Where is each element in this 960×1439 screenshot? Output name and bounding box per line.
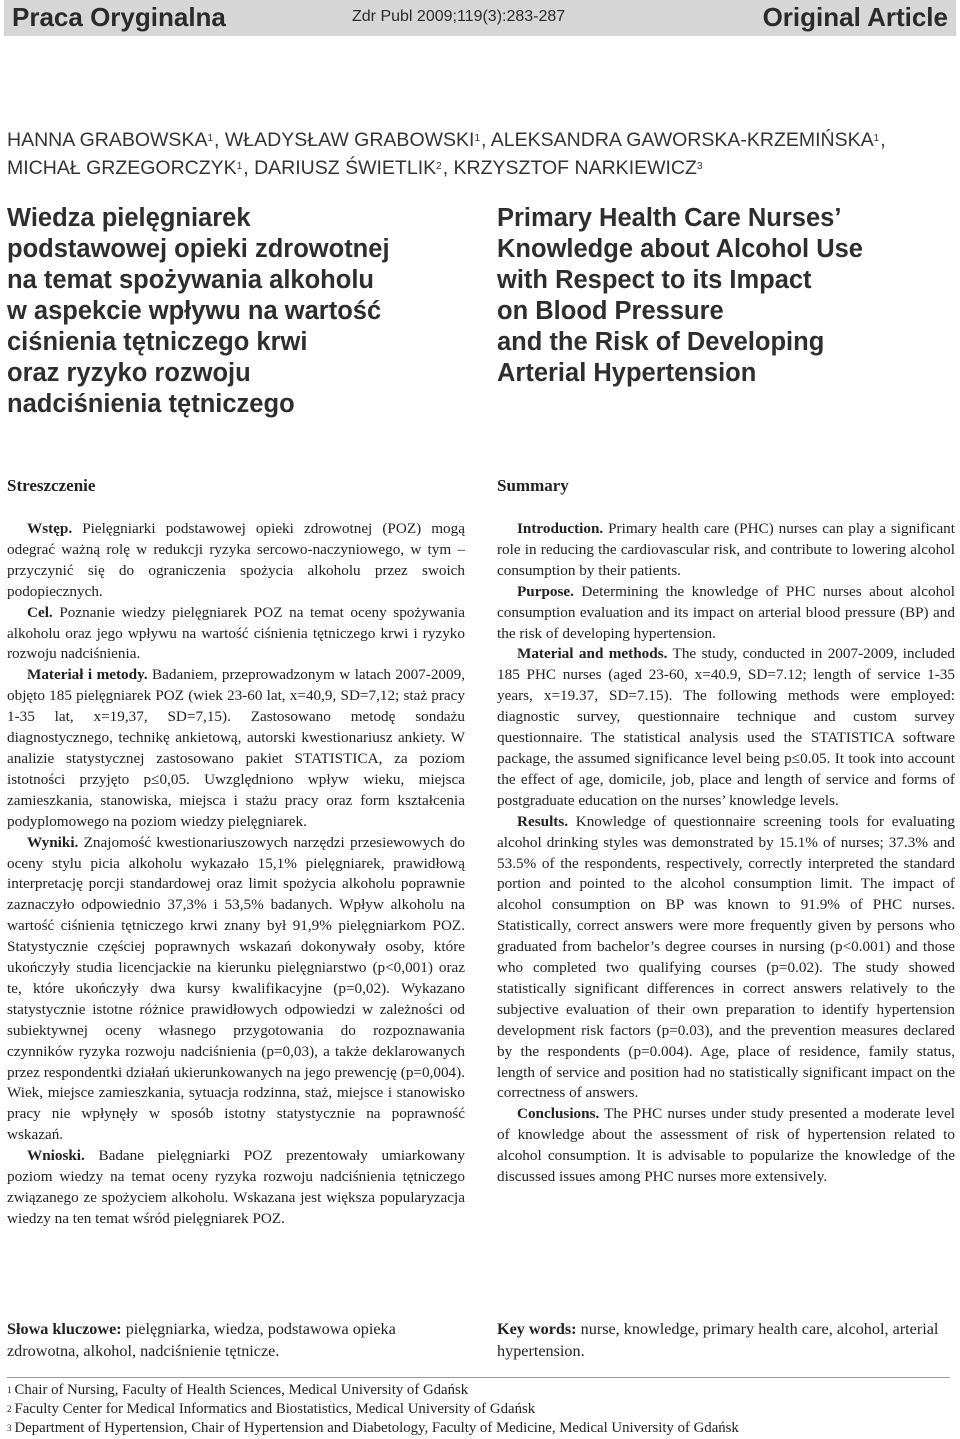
- footnote-divider: [7, 1377, 950, 1378]
- article-title-pl: [7, 203, 467, 420]
- title-line: podstawowej opieki zdrowotnej: [7, 235, 390, 263]
- abstract-paragraph: [497, 812, 955, 1105]
- abstract-paragraph: [497, 519, 955, 582]
- footnote-marker: 2: [7, 1404, 12, 1414]
- keywords-label: Słowa kluczowe:: [7, 1320, 122, 1338]
- footnote-text: Faculty Center for Medical Informatics and Biostatistics, Medical University of Gdańsk: [14, 1401, 536, 1417]
- paragraph-label: Material and methods.: [517, 645, 668, 663]
- paragraph-label: Cel.: [27, 603, 53, 621]
- affiliation-footnotes: [7, 1381, 953, 1438]
- footnote: [7, 1381, 953, 1400]
- author-list: [7, 126, 953, 182]
- paragraph-text: Knowledge of questionnaire screening tools for evaluating alcohol drinking styles was demonstrated by 15.1% of nurses; 37.3% and 53.5% of the respondents, respectively, correctly interpreted the standard portion and pointed to the alcohol consumption limit. The impact of alcohol consumption on BP was known to 91.9% of PHC nurses. Statistically, correct answers were more frequently given by persons who graduated from bachelor’s degree courses in nursing (p<0.001) and those who completed two qualifying courses (p=0.02). The study showed statistically significant differences in correct answers relatively to the subjective evaluation of their own preparation to identify hypertension development risk factors (p=0.03), and the prevention measures declared by the respondents (p=0.004). Age, place of residence, family status, length of service and position had no statistically significant impact on the correctness of answers.: [497, 812, 955, 1102]
- title-line: and the Risk of Developing: [497, 328, 825, 356]
- paragraph-label: Results.: [517, 812, 569, 830]
- abstract-heading-pl: Streszczenie: [7, 476, 96, 495]
- author-name: WŁADYSŁAW GRABOWSKI: [224, 129, 475, 151]
- title-line: on Blood Pressure: [497, 297, 724, 325]
- author-separator: ,: [243, 157, 255, 179]
- author-separator: ,: [880, 129, 886, 151]
- paragraph-label: Wnioski.: [27, 1147, 85, 1165]
- affiliation-marker: 1: [873, 133, 880, 144]
- paragraph-text: Poznanie wiedzy pielęgniarek POZ na temat oceny spożywania alkoholu oraz jego wpływu na wartość ciśnienia tętniczego krwi i ryzyko rozwoju nadciśnienia.: [7, 603, 465, 663]
- article-type-en: Original Article: [762, 2, 948, 32]
- author-line-2: [7, 154, 953, 182]
- title-line: w aspekcie wpływu na wartość: [7, 297, 382, 325]
- abstract-heading-en: Summary: [497, 476, 569, 495]
- author-separator: ,: [481, 129, 491, 151]
- footnote-marker: 3: [7, 1423, 12, 1433]
- journal-header-bar: [4, 0, 956, 36]
- paragraph-label: Wstęp.: [27, 520, 73, 537]
- author-name: HANNA GRABOWSKA: [7, 129, 208, 151]
- abstract-paragraph: [497, 582, 955, 645]
- keywords-pl: [7, 1318, 465, 1362]
- footnote-text: Chair of Nursing, Faculty of Health Sciences, Medical University of Gdańsk: [14, 1382, 469, 1398]
- abstract-body-en: [497, 519, 955, 1188]
- footnote-marker: 1: [7, 1385, 12, 1395]
- footnote: [7, 1419, 953, 1438]
- author-name: KRZYSZTOF NARKIEWICZ: [453, 157, 697, 179]
- abstract-paragraph: [497, 644, 955, 811]
- paragraph-text: The PHC nurses under study presented a moderate level of knowledge about the assessment of risk of hypertension related to alcohol consumption. It is advisable to popularize the knowledge of the discussed issues among PHC nurses more extensively.: [497, 1105, 955, 1186]
- title-line: na temat spożywania alkoholu: [7, 266, 374, 294]
- paragraph-text: The study, conducted in 2007-2009, included 185 PHC nurses (aged 23-60, x=40.9, SD=7.12; length of service 1-35 years, x=19.37, SD=7.15). The following methods were employed: diagnostic survey, questionnaire technique and custom survey questionnaire. The statistical analysis used the STATISTICA software package, the assumed significance level being p≤0.05. It took into account the effect of age, domicile, job, place and length of service and forms of postgraduate education on the nurses’ knowledge levels.: [497, 645, 955, 809]
- paragraph-text: Badaniem, przeprowadzonym w latach 2007-2009, objęto 185 pielęgniarek POZ (wiek 23-60 lat, x=40,9, SD=7,12; staż pracy 1-35 lat, x=19,37, SD=7,15). Zastosowano metodę sondażu diagnostycznego, technikę ankietową, autorski kwestionariusz ankiety. W analizie statystycznej zastosowano pakiet STATISTICA, za poziom istotności przyjęto p≤0,05. Uwzględniono wpływ wieku, miejsca zamieszkania, stanowiska, miejsca i stażu pracy oraz form kształcenia podyplomowego na poziom wiedzy pielęgniarek.: [7, 666, 465, 830]
- paragraph-text: Znajomość kwestionariuszowych narzędzi przesiewowych do oceny stylu picia alkoholu wykazało 15,1% pielęgniarek, prawidłową interpretację porcji standardowej oraz limit spożycia alkoholu poprawnie zaznaczyło odpowiednio 37,3% i 53,5% badanych. Wpływ alkoholu na wartość ciśnienia tętniczego krwi znany był 91,9% pielęgniarkom POZ. Statystycznie częściej poprawnych wskazań dokonywały osoby, które ukończyły studia licencjackie na kierunku pielęgniarstwo (p<0,001) oraz te, które ukończyły dwa kursy kwalifikacyjne (p=0,02). Wykazano statystycznie istotne różnice prawidłowych odpowiedzi w zależności od subiektywnej oceny własnego przygotowania do rozpoznawania czynników ryzyka rozwoju nadciśnienia (p=0,03), a także deklarowanych przez respondentki działań ukierunkowanych na jego prewencję (p=0,004). Wiek, miejsce zamieszkania, sytuacja rodzinna, staż, miejsce i stanowisko pracy nie wpłynęły w sposób istotny statystycznie na poprawność wskazań.: [7, 833, 465, 1144]
- paragraph-label: Introduction.: [517, 520, 604, 537]
- footnote: [7, 1400, 953, 1419]
- abstract-paragraph: [7, 665, 465, 832]
- title-line: ciśnienia tętniczego krwi: [7, 328, 308, 356]
- title-line: Knowledge about Alcohol Use: [497, 235, 863, 263]
- paragraph-text: Pielęgniarki podstawowej opieki zdrowotnej (POZ) mogą odegrać ważną rolę w redukcji ryzyka sercowo-naczyniowego, w tym – przyczynić się do ograniczenia spożycia alkoholu przez swoich podopiecznych.: [7, 520, 465, 600]
- author-name: DARIUSZ ŚWIETLIK: [254, 157, 437, 179]
- author-line-1: [7, 126, 953, 154]
- paragraph-label: Materiał i metody.: [27, 666, 148, 684]
- abstract-paragraph: [7, 833, 465, 1147]
- title-line: nadciśnienia tętniczego: [7, 390, 295, 418]
- paragraph-text: Primary health care (PHC) nurses can play a significant role in reducing the cardiovascular risk, and contribute to lowering alcohol consumption by their patients.: [497, 520, 955, 579]
- abstract-paragraph: [497, 1104, 955, 1188]
- affiliation-marker: 2: [436, 161, 442, 172]
- title-line: with Respect to its Impact: [497, 266, 812, 294]
- abstract-paragraph: [7, 1146, 465, 1230]
- title-line: oraz ryzyko rozwoju: [7, 359, 251, 387]
- title-line: Arterial Hypertension: [497, 359, 757, 387]
- keywords-label: Key words:: [497, 1320, 577, 1338]
- paragraph-label: Wyniki.: [27, 833, 79, 851]
- keywords-en: [497, 1318, 955, 1362]
- paragraph-label: Purpose.: [517, 582, 574, 600]
- title-line: Wiedza pielęgniarek: [7, 204, 251, 232]
- journal-citation: Zdr Publ 2009;119(3):283-287: [352, 8, 566, 25]
- keywords-text: pielęgniarka, wiedza, podstawowa opieka zdrowotna, alkohol, nadciśnienie tętnicze.: [7, 1320, 396, 1360]
- footnote-text: Department of Hypertension, Chair of Hypertension and Diabetology, Faculty of Medicine, Medical University of Gdańsk: [14, 1420, 739, 1436]
- article-title-en: [497, 203, 957, 389]
- paragraph-text: Determining the knowledge of PHC nurses about alcohol consumption evaluation and its impact on arterial blood pressure (BP) and the risk of developing hypertension.: [497, 582, 955, 642]
- author-separator: ,: [214, 129, 225, 151]
- author-separator: ,: [442, 157, 454, 179]
- keywords-text: nurse, knowledge, primary health care, alcohol, arterial hypertension.: [497, 1320, 939, 1360]
- author-name: MICHAŁ GRZEGORCZYK: [7, 157, 237, 179]
- abstract-paragraph: [7, 603, 465, 666]
- paragraph-label: Conclusions.: [517, 1105, 600, 1123]
- affiliation-marker: 1: [474, 133, 481, 144]
- affiliation-marker: 1: [207, 133, 214, 144]
- abstract-body-pl: [7, 519, 465, 1230]
- affiliation-marker: 1: [236, 161, 243, 172]
- title-line: Primary Health Care Nurses’: [497, 204, 842, 232]
- paragraph-text: Badane pielęgniarki POZ prezentowały umiarkowany poziom wiedzy na temat oceny ryzyka rozwoju nadciśnienia tętniczego związanego ze spożyciem alkoholu. Wskazana jest większa popularyzacja wiedzy na ten temat wśród pielęgniarek POZ.: [7, 1147, 465, 1227]
- affiliation-marker: 3: [696, 161, 703, 172]
- author-name: ALEKSANDRA GAWORSKA-KRZEMIŃSKA: [490, 129, 874, 151]
- article-type-pl: Praca Oryginalna: [12, 2, 226, 32]
- abstract-paragraph: [7, 519, 465, 603]
